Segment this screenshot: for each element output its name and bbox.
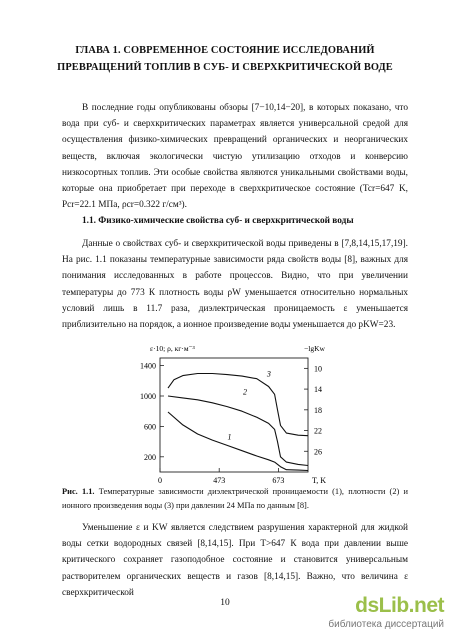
x-tick-label: 473 — [213, 476, 226, 485]
left-tick-label: 1400 — [140, 361, 156, 371]
right-axis-label: −lgKw — [304, 344, 325, 353]
right-tick-label: 18 — [314, 405, 322, 415]
chapter-heading-line2: ПРЕВРАЩЕНИЙ ТОПЛИВ В СУБ- И СВЕРХКРИТИЧЕСКОЙ ВОДЕ — [57, 62, 393, 73]
right-tick-label: 22 — [314, 426, 322, 436]
left-tick-label: 200 — [144, 452, 156, 462]
watermark-main: dsLib.net — [355, 594, 444, 617]
series-line-3 — [168, 374, 308, 436]
intro-paragraph: В последние годы опубликованы обзоры [7−10,14−20], в которых показано, что вода при суб- и сверхкритических параметрах является универсальной средой для осуществления физико-химических превращений органических и неорганических веществ, включая экологически чистую утилизацию отходов и конверсию низкосортных топлив. Эти особые свойства являются уникальными свойствами воды, которые она приобретает при переходе в сверхкритическое состояние (Tcr=647 K, Pcr=22.1 МПа, ρcr=0.322 г/см³). — [62, 103, 408, 211]
series-line-2 — [168, 396, 308, 466]
series-label-2: 2 — [242, 387, 247, 397]
section-paragraph: Данные о свойствах суб- и сверхкритической воды приведены в [7,8,14,15,17,19]. На рис. 1.1 показаны температурные зависимости ряда свойств воды [8], важных для понимания исследованных в работе процессов. Видно, что при увеличении температуры до 773 К плотность воды ρW уменьшается относительно нормальных условий лишь в 11.7 раза, диэлектрическая проницаемость ε уменьшается приблизительно на порядок, а ионное произведение воды уменьшается до pKW=23. — [62, 239, 408, 331]
figure-caption-text: Температурные зависимости диэлектрической проницаемости (1), плотности (2) и ионного произведения воды (3) при давлении 24 МПа по данным [8]. — [62, 487, 408, 510]
x-axis-label: T, K — [312, 476, 327, 485]
right-tick-label: 26 — [314, 447, 322, 457]
section-title: 1.1. Физико-химические свойства суб- и сверхкритической воды — [82, 216, 354, 226]
watermark-sub: библиотека диссертаций — [328, 619, 444, 630]
left-tick-label: 600 — [144, 422, 156, 432]
page-number: 10 — [220, 598, 230, 608]
figure-caption — [62, 485, 408, 512]
left-tick-label: 1000 — [140, 392, 156, 401]
watermark-logo — [324, 594, 444, 632]
series-label-1: 1 — [227, 432, 232, 442]
chapter-heading-line1: ГЛАВА 1. СОВРЕМЕННОЕ СОСТОЯНИЕ ИССЛЕДОВАНИЙ — [75, 45, 375, 56]
right-tick-label: 14 — [314, 385, 322, 395]
figure-caption-label: Рис. 1.1. — [62, 487, 95, 496]
x-tick-label: 673 — [272, 476, 285, 485]
right-tick-label: 10 — [314, 364, 322, 374]
bottom-paragraph: Уменьшение ε и KW является следствием разрушения характерной для жидкой воды сетки водородных связей [8,14,15]. При T>647 К вода при давлении выше критического сохраняет газоподобное состояние и становится универсальным растворителем органических веществ и газов [8,14,15]. Важно, что величина ε сверхкритической — [62, 523, 408, 598]
x-tick-label: 0 — [158, 476, 162, 485]
left-axis-label: ε·10; ρ, кг·м⁻³ — [150, 344, 195, 353]
series-label-3: 3 — [266, 369, 271, 379]
